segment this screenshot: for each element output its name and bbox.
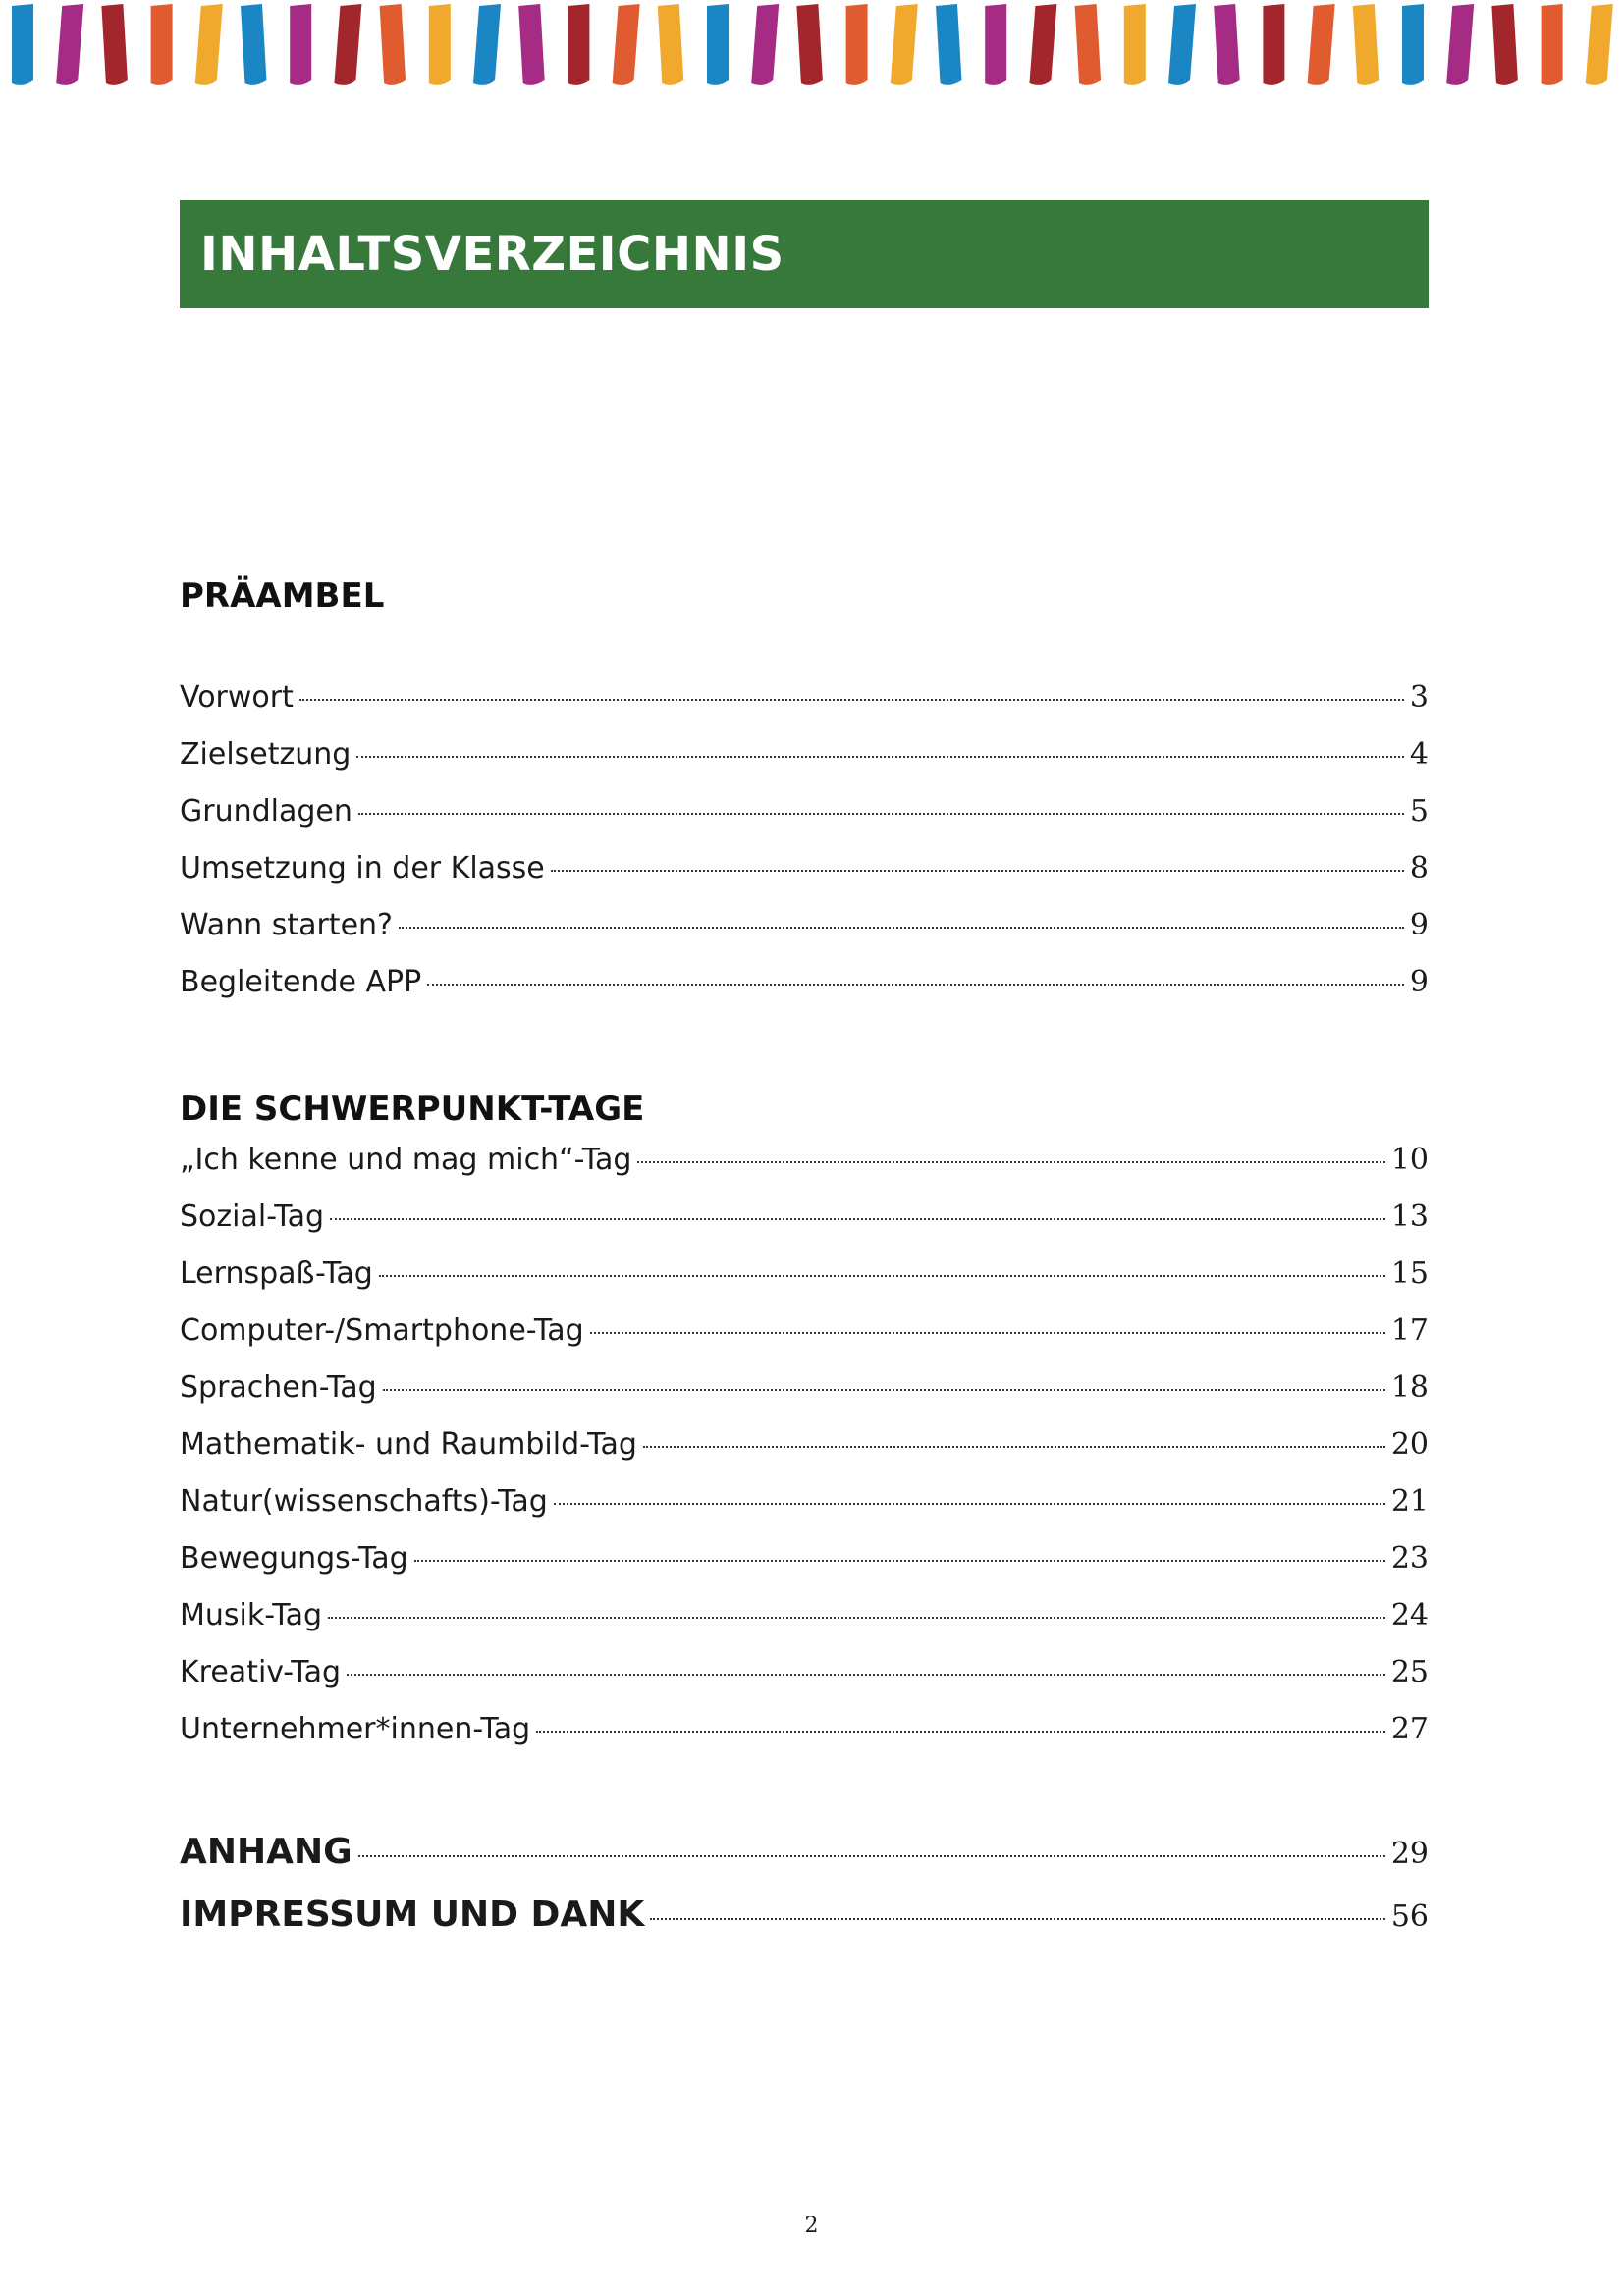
- brush-stroke: [151, 4, 173, 85]
- dot-leader: [414, 1560, 1385, 1562]
- brush-stroke: [1168, 4, 1196, 85]
- dot-leader: [356, 756, 1404, 758]
- brush-stroke: [195, 4, 223, 85]
- toc-entry-page: 18: [1390, 1370, 1429, 1405]
- dot-leader: [358, 813, 1404, 815]
- brush-stroke: [1353, 4, 1380, 85]
- dot-leader: [347, 1674, 1385, 1676]
- toc-entry-label: Bewegungs-Tag: [180, 1541, 408, 1575]
- toc-entry[interactable]: [180, 737, 1429, 794]
- brush-stroke: [1124, 4, 1146, 85]
- brush-stroke: [56, 4, 83, 85]
- toc-entry-page: 27: [1390, 1712, 1429, 1746]
- toc-entry[interactable]: [180, 908, 1429, 965]
- toc-list-focus-days: [180, 1143, 1429, 1769]
- brush-stroke: [658, 4, 684, 85]
- dot-leader: [637, 1161, 1384, 1163]
- dot-leader: [643, 1446, 1385, 1448]
- brush-stroke: [473, 4, 501, 85]
- toc-entry-label: ANHANG: [180, 1832, 352, 1872]
- brush-stroke: [613, 4, 640, 85]
- toc-entry-label: Musik-Tag: [180, 1598, 323, 1632]
- toc-entry[interactable]: [180, 1143, 1429, 1200]
- brush-stroke: [751, 4, 779, 85]
- brush-stroke: [1446, 4, 1474, 85]
- toc-entry-label: Wann starten?: [180, 908, 393, 942]
- toc-entry-page: 5: [1409, 794, 1429, 828]
- brush-stroke: [936, 4, 962, 85]
- toc-entry[interactable]: [180, 1370, 1429, 1427]
- toc-entry-page: 24: [1390, 1598, 1429, 1632]
- toc-entry[interactable]: [180, 1256, 1429, 1313]
- dot-leader: [399, 927, 1404, 929]
- dot-leader: [328, 1617, 1385, 1619]
- brush-stroke: [796, 4, 823, 85]
- brush-stroke: [380, 4, 406, 85]
- dot-leader: [358, 1855, 1385, 1857]
- brush-stroke: [568, 4, 589, 85]
- toc-entry-page: 25: [1390, 1655, 1429, 1689]
- brush-stroke: [518, 4, 545, 85]
- brush-stroke: [241, 4, 267, 85]
- toc-entry-page: 13: [1390, 1200, 1429, 1234]
- toc-entry[interactable]: [180, 1200, 1429, 1256]
- brush-stroke: [290, 4, 311, 85]
- page-title: INHALTSVERZEICHNIS: [200, 227, 784, 282]
- brush-stroke: [891, 4, 918, 85]
- toc-entry-page: 8: [1409, 851, 1429, 885]
- toc-entry-page: 9: [1409, 965, 1429, 999]
- toc-entry-page: 21: [1390, 1484, 1429, 1519]
- toc-entry[interactable]: [180, 1541, 1429, 1598]
- section-heading-preamble: PRÄAMBEL: [180, 576, 385, 615]
- toc-entry-page: 17: [1390, 1313, 1429, 1348]
- toc-entry-page: 4: [1409, 737, 1429, 772]
- toc-list-preamble: [180, 680, 1429, 1022]
- toc-entry-label: Natur(wissenschafts)-Tag: [180, 1484, 548, 1519]
- toc-list-appendix: [180, 1832, 1429, 1957]
- brush-stroke: [334, 4, 361, 85]
- brush-stroke: [429, 4, 451, 85]
- toc-entry-page: 9: [1409, 908, 1429, 942]
- toc-entry-page: 29: [1390, 1837, 1429, 1871]
- toc-entry-label: Sozial-Tag: [180, 1200, 325, 1234]
- toc-entry-label: Sprachen-Tag: [180, 1370, 377, 1405]
- toc-entry[interactable]: [180, 1655, 1429, 1712]
- dot-leader: [379, 1275, 1385, 1277]
- dot-leader: [330, 1218, 1385, 1220]
- toc-entry[interactable]: [180, 1712, 1429, 1769]
- toc-entry-page: 3: [1409, 680, 1429, 715]
- brush-stroke: [846, 4, 868, 85]
- dot-leader: [554, 1503, 1385, 1505]
- dot-leader: [383, 1389, 1385, 1391]
- toc-entry-page: 15: [1390, 1256, 1429, 1291]
- toc-entry-label: Begleitende APP: [180, 965, 422, 999]
- dot-leader: [427, 984, 1404, 986]
- decorative-stripe-band: [0, 0, 1623, 93]
- brush-stroke: [1029, 4, 1056, 85]
- toc-entry-label: Unternehmer*innen-Tag: [180, 1712, 531, 1746]
- toc-entry-label: Zielsetzung: [180, 737, 352, 772]
- toc-entry-label: Vorwort: [180, 680, 294, 715]
- brush-stroke: [1542, 4, 1563, 85]
- toc-entry-label: Lernspaß-Tag: [180, 1256, 373, 1291]
- toc-entry[interactable]: [180, 1427, 1429, 1484]
- toc-entry[interactable]: [180, 794, 1429, 851]
- dot-leader: [650, 1918, 1385, 1920]
- toc-entry-label: Umsetzung in der Klasse: [180, 851, 545, 885]
- toc-entry[interactable]: [180, 965, 1429, 1022]
- toc-entry-page: 23: [1390, 1541, 1429, 1575]
- brush-stroke: [1075, 4, 1102, 85]
- toc-entry[interactable]: [180, 1313, 1429, 1370]
- dot-leader: [536, 1731, 1385, 1733]
- title-bar: [180, 200, 1429, 308]
- toc-entry-page: 10: [1390, 1143, 1429, 1177]
- brush-stroke: [101, 4, 127, 85]
- toc-entry-label: „Ich kenne und mag mich“-Tag: [180, 1143, 632, 1177]
- toc-entry-label: Grundlagen: [180, 794, 352, 828]
- page-number: 2: [804, 2214, 819, 2238]
- toc-entry[interactable]: [180, 851, 1429, 908]
- brush-stroke: [12, 4, 33, 85]
- dot-leader: [590, 1332, 1385, 1334]
- dot-leader: [551, 870, 1404, 872]
- brush-stroke: [1214, 4, 1240, 85]
- toc-entry-label: Computer-/Smartphone-Tag: [180, 1313, 584, 1348]
- toc-entry-label: Kreativ-Tag: [180, 1655, 342, 1689]
- brush-stroke: [707, 4, 729, 85]
- toc-entry[interactable]: [180, 680, 1429, 737]
- toc-entry-label: Mathematik- und Raumbild-Tag: [180, 1427, 637, 1462]
- brush-stroke: [1586, 4, 1613, 85]
- toc-entry-page: 20: [1390, 1427, 1429, 1462]
- brush-stroke: [1263, 4, 1284, 85]
- toc-entry-page: 56: [1390, 1899, 1429, 1934]
- toc-entry-label: IMPRESSUM UND DANK: [180, 1895, 645, 1935]
- brush-stroke: [1402, 4, 1424, 85]
- section-heading-focus-days: DIE SCHWERPUNKT-TAGE: [180, 1090, 645, 1129]
- dot-leader: [299, 699, 1404, 701]
- toc-entry[interactable]: [180, 1484, 1429, 1541]
- brush-stroke: [1308, 4, 1335, 85]
- toc-entry-appendix[interactable]: [180, 1832, 1429, 1895]
- brush-stroke: [985, 4, 1006, 85]
- brush-stroke: [1491, 4, 1518, 85]
- toc-entry[interactable]: [180, 1598, 1429, 1655]
- toc-entry-imprint[interactable]: [180, 1895, 1429, 1957]
